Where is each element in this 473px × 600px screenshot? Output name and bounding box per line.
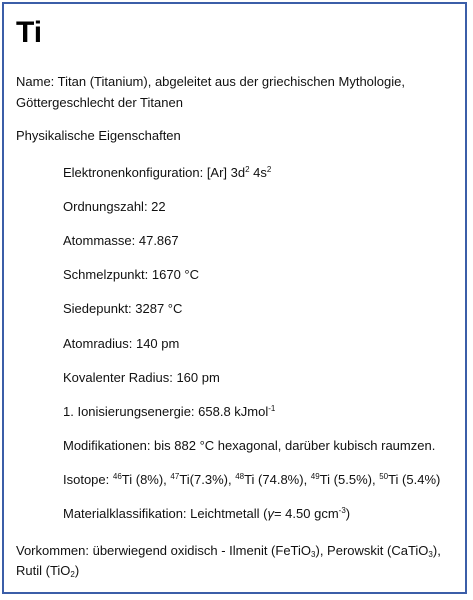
atomic-radius: Atomradius: 140 pm xyxy=(63,336,180,351)
occurrence-line-2 xyxy=(16,561,79,580)
ionization-exp: -1 xyxy=(268,404,276,413)
occurrence-text: ), Perowskit (CaTiO xyxy=(315,543,429,558)
material-classification xyxy=(63,504,350,523)
boiling-point: Siedepunkt: 3287 °C xyxy=(63,301,183,316)
covalent-radius: Kovalenter Radius: 160 pm xyxy=(63,370,220,385)
ionization-energy xyxy=(63,402,275,421)
melting-point: Schmelzpunkt: 1670 °C xyxy=(63,267,199,282)
occurrence-line-1 xyxy=(16,541,441,560)
atomic-number: Ordnungszahl: 22 xyxy=(63,199,166,214)
ionization-label: 1. Ionisierungsenergie: 658.8 kJmol xyxy=(63,404,269,419)
isotope-text: Ti (8%), xyxy=(121,472,171,487)
electron-config-mid: 4s xyxy=(249,165,267,180)
occurrence-text: Rutil (TiO xyxy=(16,563,71,578)
isotope-text: Ti (5.5%), xyxy=(319,472,380,487)
occurrence-text: ), xyxy=(432,543,441,558)
isotope-mass: 49 xyxy=(310,472,320,481)
material-value: = 4.50 gcm xyxy=(273,506,339,521)
formula-subscript: 2 xyxy=(70,570,75,579)
isotope-text: Ti(7.3%), xyxy=(179,472,236,487)
isotopes-label: Isotope: xyxy=(63,472,113,487)
isotope-text: Ti (74.8%), xyxy=(244,472,311,487)
isotope-text: Ti (5.4%) xyxy=(388,472,441,487)
occurrence-text: Vorkommen: überwiegend oxidisch - Ilmenit (FeTiO xyxy=(16,543,312,558)
material-close: ) xyxy=(345,506,351,521)
formula-subscript: 3 xyxy=(311,550,316,559)
name-line-1: Name: Titan (Titanium), abgeleitet aus der griechischen Mythologie, xyxy=(16,74,405,89)
density-symbol: γ xyxy=(267,506,274,521)
material-label: Materialklassifikation: Leichtmetall ( xyxy=(63,506,268,521)
isotope-mass: 50 xyxy=(379,472,389,481)
formula-subscript: 3 xyxy=(428,550,433,559)
isotope-mass: 48 xyxy=(235,472,245,481)
element-symbol: Ti xyxy=(16,16,43,49)
isotopes xyxy=(63,470,440,489)
element-card xyxy=(2,2,467,594)
electron-config-label: Elektronenkonfiguration: [Ar] 3d xyxy=(63,165,246,180)
isotope-mass: 46 xyxy=(112,472,122,481)
modifications: Modifikationen: bis 882 °C hexagonal, darüber kubisch raumzen. xyxy=(63,438,436,453)
occurrence-text: ) xyxy=(74,563,80,578)
material-exp: -3 xyxy=(338,506,346,515)
atomic-mass: Atommasse: 47.867 xyxy=(63,233,179,248)
section-heading: Physikalische Eigenschaften xyxy=(16,128,181,143)
electron-config-exp2: 2 xyxy=(266,165,272,174)
electron-config-exp1: 2 xyxy=(245,165,250,174)
isotope-mass: 47 xyxy=(170,472,180,481)
electron-configuration xyxy=(63,163,271,182)
name-line-2: Göttergeschlecht der Titanen xyxy=(16,95,183,110)
